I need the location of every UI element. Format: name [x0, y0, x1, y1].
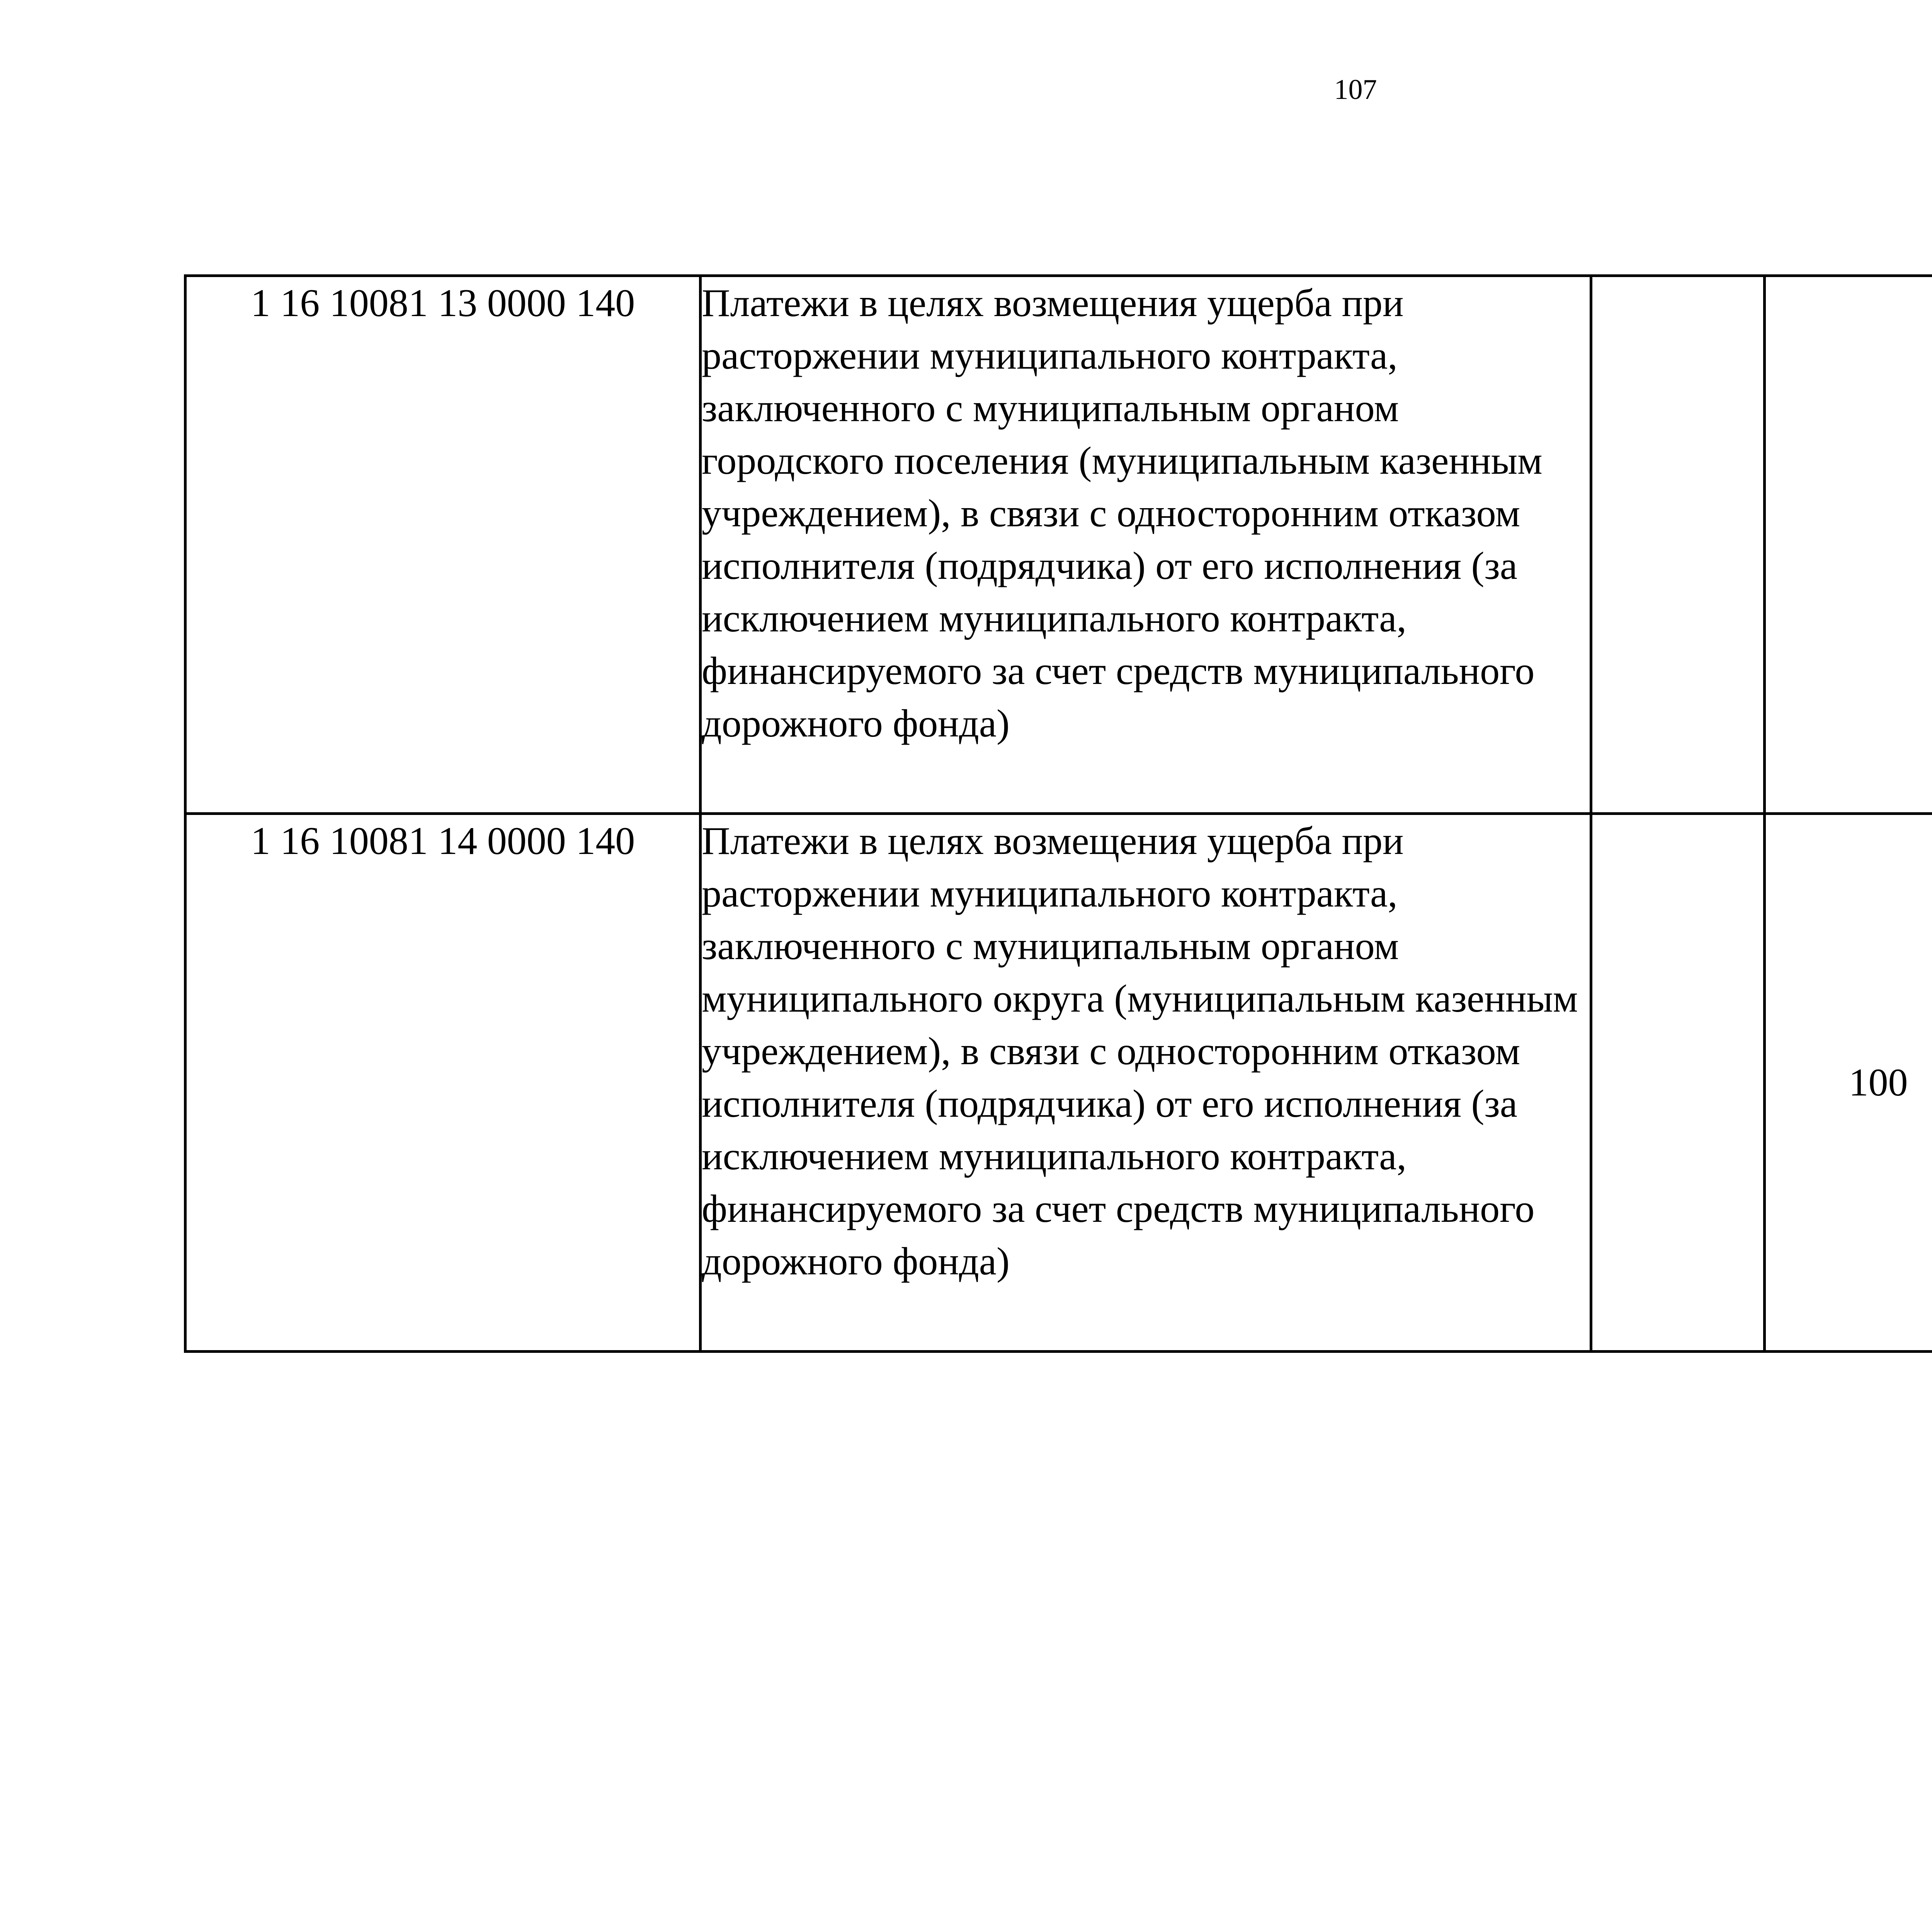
description-cell: Платежи в целях возмещения ущерба при расторжении муниципального контракта, заключенного с муниципальным органом муниципального округа (муниципальным казенным учреждением), в связи с односторонним отказом исполнителя (подрядчика) от его исполнения (за исключением муниципального контракта, финансируемого за счет средств муниципального дорожного фонда): [701, 814, 1591, 1352]
page-number: 107: [1334, 74, 1377, 105]
description-cell: Платежи в целях возмещения ущерба при расторжении муниципального контракта, заключенного с муниципальным органом городского поселения (муниципальным казенным учреждением), в связи с односторонним отказом исполнителя (подрядчика) от его исполнения (за исключением муниципального контракта, финансируемого за счет средств муниципального дорожного фонда): [701, 276, 1591, 814]
value-cell-col3: [1591, 814, 1765, 1352]
value-cell-col3: [1591, 276, 1765, 814]
budget-table: [184, 274, 1932, 1353]
value-cell-col4: [1765, 276, 1932, 814]
budget-code-cell: 1 16 10081 14 0000 140: [185, 814, 701, 1352]
table-row: [185, 814, 1932, 1352]
table-row: [185, 276, 1932, 814]
budget-code-cell: 1 16 10081 13 0000 140: [185, 276, 701, 814]
value-cell-col4: 100: [1765, 814, 1932, 1352]
